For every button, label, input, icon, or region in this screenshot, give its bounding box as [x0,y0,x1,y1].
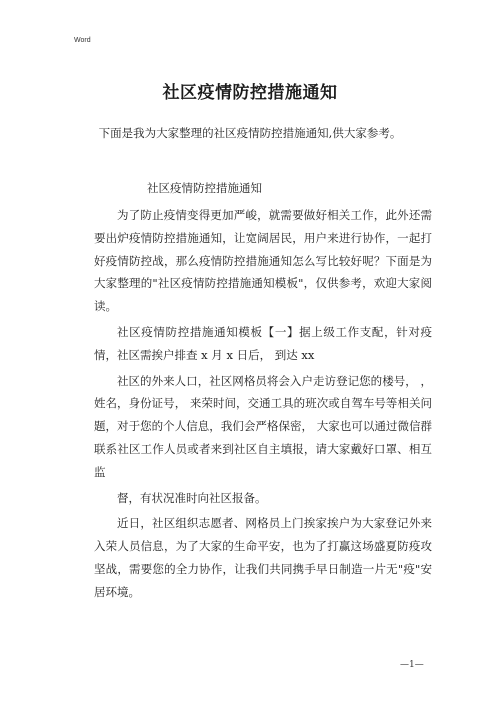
paragraph: 社区的外来人口，社区网格员将会入户走访登记您的楼号， ，姓名，身份证号， 来荣时间，交通工具的班次或自驾车号等相关问题，对于您的个人信息，我们会严格保密， 大家也可以通过微信群联系社区工作人员或者来到社区自主填报，请大家戴好口罩、相互监 [94,373,432,479]
app-label: Word [74,37,91,44]
paragraph: 为了防止疫情变得更加严峻，就需要做好相关工作，此外还需要出炉疫情防控措施通知，让宽阔居民，用户来进行协作，一起打好疫情防控战，那么疫情防控措施通知怎么写比较好呢？下面是为大家整理的"社区疫情防控措施通知模板"，仅供参考，欢迎大家阅读。 [94,208,432,314]
section-heading: 社区疫情防控措施通知 [147,181,262,195]
document-title: 社区疫情防控措施通知 [162,83,338,103]
paragraph: 近日，社区组织志愿者、网格员上门挨家挨户为大家登记外来入荣人员信息，为了大家的生命平安，也为了打赢这场盛夏防疫攻坚战，需要您的全力协作，让我们共同携手早日制造一片无"疫"安居环境。 [94,516,432,599]
page-number: —1— [400,660,424,670]
paragraph: 社区疫情防控措施通知模板【一】据上级工作支配，针对疫情，社区需挨户排查 x 月 x 日后， 到达 xx [94,324,432,362]
body-text [94,204,432,607]
paragraph: 督，有状况准时向社区报备。 [117,490,267,505]
intro-text: 下面是我为大家整理的社区疫情防控措施通知,供大家参考。 [98,126,402,140]
